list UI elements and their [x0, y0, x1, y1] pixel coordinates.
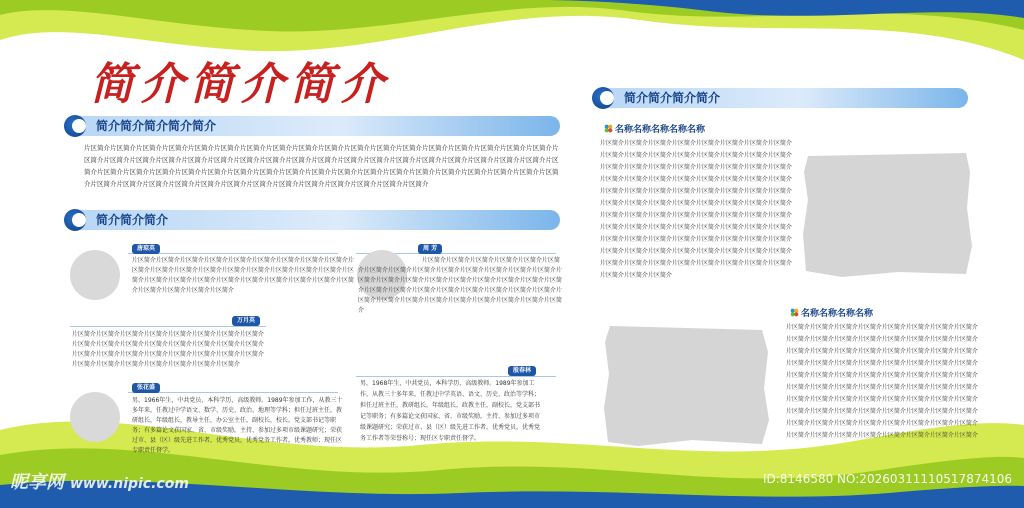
flower-icon: [604, 124, 613, 133]
section1-text: 片区简介片区简介片区简介片区简介片区简介片区简介片区简介片区简介片区简介片区简介片区简介片区简介片区简介片区简介片区简介片区简介片区简介片区简介片区简介片区简介片区简介片区简介片区简介片区简介片区简介片区简介片区简介片区简介片区简介片区简介片区简介片区简介片区简介片区简介片区简介片区简介片区简介片区简介片区简介片区简介片区简介片区简介片区简介片区简介片区简介片区简介片区简介片区简介片区简介片区简介片区简介片区简介片区简介片区简介片区简介片区简介片区简介片区简介片区简介片区简介片区简介片区简介片区简介片区简介片区简介片区简介片区简介片区简介: [84, 144, 559, 188]
bullet-icon: [64, 115, 86, 137]
divider-line: [356, 376, 556, 377]
person-photo-placeholder: [70, 392, 120, 442]
section2-heading: 简介简介简介: [96, 213, 169, 227]
section2-heading-bar: [68, 210, 560, 230]
section1-heading: 简介简介简介简介简介: [96, 119, 217, 133]
photo-placeholder: [602, 322, 770, 448]
person-text: 片区简介片区简介片区简介片区简介片区简介片区简介片区简介片区简介片区简介片区简介片区简介片区简介片区简介片区简介片区简介片区简介片区简介片区简介片区简介片区简介片区简介片区简介片区简介片区简介片区简介片区简介片区简介片区简介片区简介片区简介片区简介: [72, 331, 265, 368]
divider-line: [128, 392, 338, 393]
main-title: 简介简介简介: [90, 59, 390, 110]
section3-heading-bar: [596, 88, 968, 108]
block-title-text: 名称名称名称名称名称: [615, 125, 706, 135]
flower-icon: [790, 308, 799, 317]
person-photo-placeholder: [70, 250, 120, 300]
divider-line: [70, 326, 266, 327]
person-name-tag: 唐琼英: [132, 244, 160, 254]
bullet-icon: [592, 87, 614, 109]
person-text: 片区简介片区简介片区简介片区简介片区简介片区简介片区简介片区简介片区简介片区简介片区简介片区简介片区简介片区简介片区简介片区简介片区简介片区简介片区简介片区简介片区简介片区简介片区简介片区简介片区简介片区简介片区简介片区简介片区简介片区简介片区简介片区简介片区简介片区简介片区简介片区简介片区简介片区简介片区简介片区简介: [358, 257, 563, 314]
photo-placeholder: [802, 150, 972, 278]
block-text: 片区简介片区简介片区简介片区简介片区简介片区简介片区简介片区简介片区简介片区简介片区简介片区简介片区简介片区简介片区简介片区简介片区简介片区简介片区简介片区简介片区简介片区简介片区简介片区简介片区简介片区简介片区简介片区简介片区简介片区简介片区简介片区简介片区简介片区简介片区简介片区简介片区简介片区简介片区简介片区简介片区简介片区简介片区简介片区简介片区简介片区简介片区简介片区简介片区简介片区简介片区简介片区简介片区简介片区简介片区简介片区简介片区简介片区简介片区简介片区简介片区简介片区简介片区简介片区简介片区简介片区简介片区简介片区简介片区简介片区简介片区简介片区简介片区简介片区简介片区简介片区简介片区简介片区简介片区简介片区简介: [786, 324, 979, 439]
section1-heading-bar: [68, 116, 560, 136]
watermark-logo-text: 昵享网: [10, 472, 64, 493]
person-text: 男，1968年生，中共党员，本科学历，高级教师。1989年参加工作，从教三十多年来，任教过中学英语、语文、历史、政治等学科；担任过班主任，教研组长，年级组长，政教主任，副校长，党支部书记等职务；有多篇论文获国家、省、市级奖励，主持、参加过多项市级课题研究；荣获过市、县（区）级先进工作者，优秀党员，优秀党务工作者等荣誉称号；现任区专职责任督学。: [360, 380, 541, 442]
block-title: [790, 306, 873, 319]
watermark-url: www.nipic.com: [70, 476, 189, 492]
bullet-icon: [64, 209, 86, 231]
person-name-tag: 万月英: [232, 316, 260, 326]
person-name-tag: 张花盛: [132, 383, 160, 393]
person-name-tag: 周 芳: [418, 244, 442, 254]
block-text: 片区简介片区简介片区简介片区简介片区简介片区简介片区简介片区简介片区简介片区简介片区简介片区简介片区简介片区简介片区简介片区简介片区简介片区简介片区简介片区简介片区简介片区简介片区简介片区简介片区简介片区简介片区简介片区简介片区简介片区简介片区简介片区简介片区简介片区简介片区简介片区简介片区简介片区简介片区简介片区简介片区简介片区简介片区简介片区简介片区简介片区简介片区简介片区简介片区简介片区简介片区简介片区简介片区简介片区简介片区简介片区简介片区简介片区简介片区简介片区简介片区简介片区简介片区简介片区简介片区简介片区简介片区简介片区简介片区简介片区简介片区简介片区简介片区简介片区简介片区简介片区简介片区简介片区简介片区简介片区简介片区简介片区简介片区简介片区简介片区简介片区简介片区简介片区简介片区简介片区简介片区简介: [600, 140, 793, 279]
watermark-id: ID:8146580 NO:20260311110517874106: [762, 472, 1012, 486]
block-title-text: 名称名称名称名称: [801, 309, 874, 319]
person-name-tag: 殷春林: [508, 366, 536, 376]
section3-heading: 简介简介简介简介: [624, 91, 721, 105]
person-text: 片区简介片区简介片区简介片区简介片区简介片区简介片区简介片区简介片区简介片区简介片区简介片区简介片区简介片区简介片区简介片区简介片区简介片区简介片区简介片区简介片区简介片区简介片区简介片区简介片区简介片区简介片区简介片区简介片区简介片区简介片区简介片区简介: [132, 257, 355, 294]
divider-line: [128, 253, 338, 254]
person-text: 男，1966年生，中共党员，本科学历，高级教师。1989年参加工作，从教三十多年来，任教过中学语文、数学、历史、政治、地理等学科；担任过班主任，教研组长，年级组长，教导主任，办公室主任，副校长，校长，党支部书记等职务；有多篇论文获国家、省、市级奖励，主持、参加过多项市级课题研究；荣获过市、县（区）级先进工作者，优秀党员，优秀党务工作者，优秀教师；现任区专职责任督学。: [132, 397, 343, 454]
block-title: [604, 122, 705, 135]
watermark-left: [10, 468, 189, 494]
